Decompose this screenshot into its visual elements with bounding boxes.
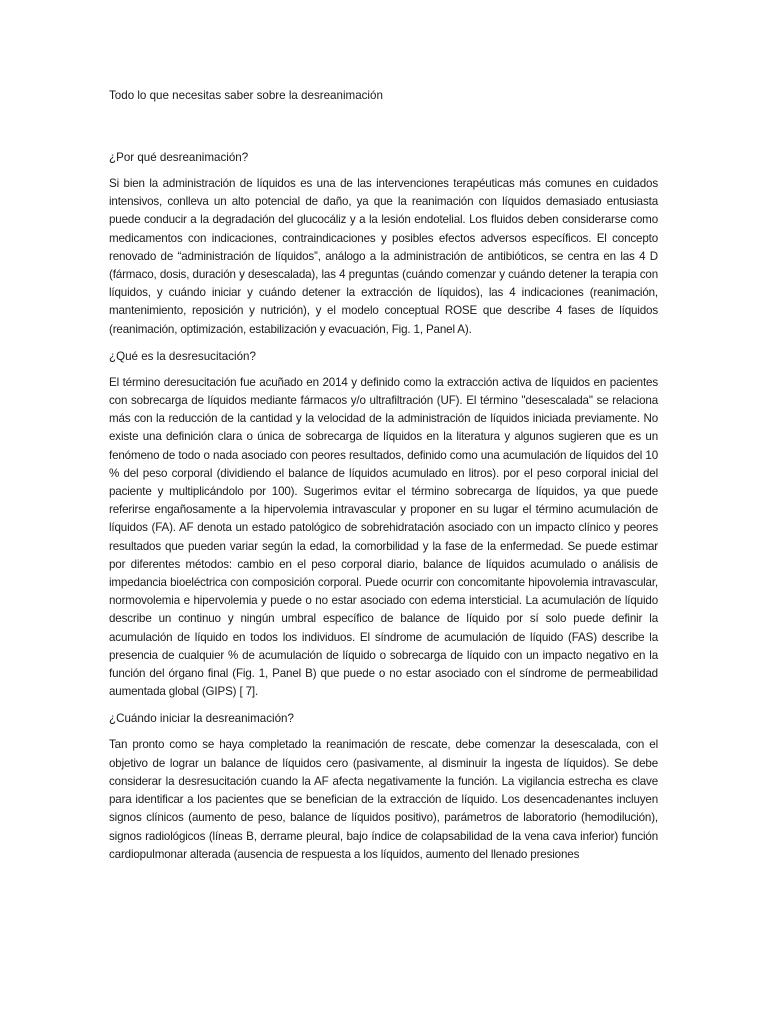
section-why-deresuscitation xyxy=(109,148,658,339)
section-heading: ¿Por qué desreanimación? xyxy=(109,151,249,164)
section-what-is-deresuscitation xyxy=(109,347,658,702)
section-when-to-start xyxy=(109,709,658,863)
section-paragraph: El término deresucitación fue acuñado en 2014 y definido como la extracción activa de líquidos en pacientes con sobrecarga de líquidos mediante fármacos y/o ultrafiltración (UF). El término "desescalada" se relaciona más con la reducción de la cantidad y la velocidad de la administración de líquidos iniciada previamente. No existe una definición clara o única de sobrecarga de líquidos en la literatura y algunos sugieren que es un fenómeno de todo o nada asociado con peores resultados, definido como una acumulación de líquidos del 10 % del peso corporal (dividiendo el balance de líquidos acumulado en litros). por el peso corporal inicial del paciente y multiplicándolo por 100). Sugerimos evitar el término sobrecarga de líquidos, ya que puede referirse engañosamente a la hipervolemia intravascular y proponer en su lugar el término acumulación de líquidos (FA). AF denota un estado patológico de sobrehidratación asociado con un impacto clínico y peores resultados que pueden variar según la edad, la comorbilidad y la fase de la enfermedad. Se puede estimar por diferentes métodos: cambio en el peso corporal diario, balance de líquidos acumulado o análisis de impedancia bioeléctrica con composición corporal. Puede ocurrir con concomitante hipovolemia intravascular, normovolemia e hipervolemia y puede o no estar asociado con edema intersticial. La acumulación de líquido describe un continuo y ningún umbral específico de balance de líquido por sí solo puede definir la acumulación de líquido en todos los individuos. El síndrome de acumulación de líquido (FAS) describe la presencia de cualquier % de acumulación de líquido o sobrecarga de líquido con un impacto negativo en la función del órgano final (Fig. 1, Panel B) que puede o no estar asociado con el síndrome de permeabilidad aumentada global (GIPS) [ 7]. xyxy=(109,375,658,699)
document-page xyxy=(109,86,658,872)
section-heading: ¿Qué es la desresucitación? xyxy=(109,349,256,363)
section-heading: ¿Cuándo iniciar la desreanimación? xyxy=(109,712,294,726)
document-title: Todo lo que necesitas saber sobre la desreanimación xyxy=(109,89,383,102)
section-paragraph: Si bien la administración de líquidos es una de las intervenciones terapéuticas más comunes en cuidados intensivos, conlleva un alto potencial de daño, ya que la reanimación con líquidos demasiado entusiasta puede conducir a la degradación del glucocáliz y a la lesión endotelial. Los fluidos deben considerarse como medicamentos con indicaciones, contraindicaciones y posibles efectos adversos específicos. El concepto renovado de “administración de líquidos”, análogo a la administración de antibióticos, se centra en las 4 D (fármaco, dosis, duración y desescalada), las 4 preguntas (cuándo comenzar y cuándo detener la terapia con líquidos, y cuándo iniciar y cuándo detener la extracción de líquidos), las 4 indicaciones (reanimación, mantenimiento, reposición y nutrición), y el modelo conceptual ROSE que describe 4 fases de líquidos (reanimación, optimización, estabilización y evacuación, Fig. 1, Panel A). xyxy=(109,177,658,336)
section-paragraph: Tan pronto como se haya completado la reanimación de rescate, debe comenzar la desescalada, con el objetivo de lograr un balance de líquidos cero (pasivamente, al disminuir la ingesta de líquidos). Se debe considerar la desresucitación cuando la AF afecta negativamente la función. La vigilancia estrecha es clave para identificar a los pacientes que se benefician de la extracción de líquido. Los desencadenantes incluyen signos clínicos (aumento de peso, balance de líquidos positivo), parámetros de laboratorio (hemodilución), signos radiológicos (líneas B, derrame pleural, bajo índice de colapsabilidad de la vena cava inferior) función cardiopulmonar alterada (ausencia de respuesta a los líquidos, aumento del llenado presiones xyxy=(109,738,658,861)
